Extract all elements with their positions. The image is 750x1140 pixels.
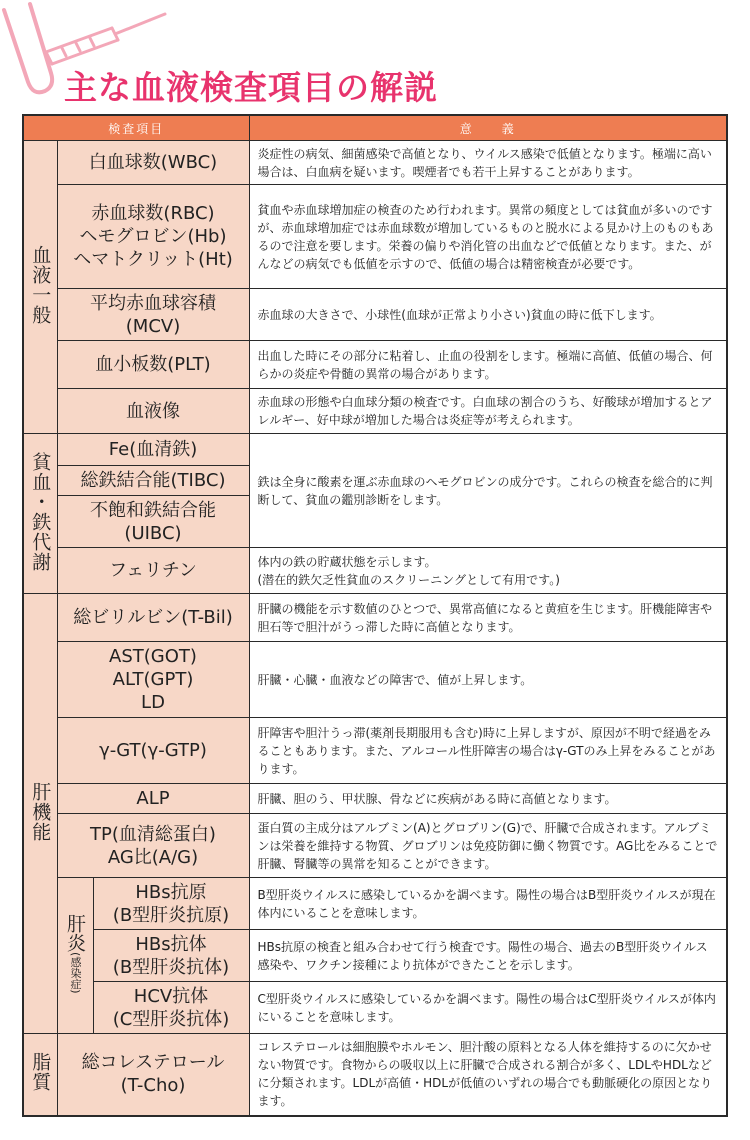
page-title: 主な血液検査項目の解説 — [64, 68, 438, 107]
header-item: 検査項目 — [23, 115, 249, 141]
test-tube-icon — [4, 4, 52, 92]
item-hbsab: HBs抗体 (B型肝炎抗体) — [93, 930, 249, 982]
desc-plt: 出血した時にその部分に粘着し、止血の役割をします。極端に高値、低値の場合、何らかの炎症や骨髄の異常の場合があります。 — [249, 341, 727, 389]
item-plt: 血小板数(PLT) — [57, 341, 249, 389]
item-fe: Fe(血清鉄) — [57, 434, 249, 466]
item-uibc: 不飽和鉄結合能 (UIBC) — [57, 496, 249, 548]
syringe-icon — [46, 14, 165, 64]
item-smear: 血液像 — [57, 389, 249, 434]
category-lipid: 脂質 — [23, 1034, 57, 1116]
desc-tbil: 肝臓の機能を示す数値のひとつで、異常高値になると黄疸を生じます。肝機能障害や胆石等で胆汁がうっ滞した時に高値となります。 — [249, 594, 727, 642]
item-ast: AST(GOT) ALT(GPT) LD — [57, 642, 249, 718]
item-wbc: 白血球数(WBC) — [57, 141, 249, 185]
table-row — [23, 389, 727, 434]
table-row — [23, 642, 727, 718]
hepatitis-label: 肝炎 — [64, 913, 86, 952]
item-alp: ALP — [57, 784, 249, 814]
desc-smear: 赤血球の形態や白血球分類の検査です。白血球の割合のうち、好酸球が増加するとアレルギー、好中球が増加した場合は炎症等が考えられます。 — [249, 389, 727, 434]
blood-test-table — [22, 114, 728, 1117]
table-row — [23, 878, 727, 930]
desc-rbc: 貧血や赤血球増加症の検査のため行われます。異常の頻度としては貧血が多いのですが、赤血球増加症では赤血球数が増加しているものと脱水による見かけ上のものもあるので注意を要します。栄養の偏りや消化管の出血などで低値となります。また、がんなどの病気でも低値を示すので、低値の場合は精密検査が必要です。 — [249, 185, 727, 289]
item-tp: TP(血清総蛋白) AG比(A/G) — [57, 814, 249, 878]
table-row — [23, 1034, 727, 1116]
item-mcv: 平均赤血球容積 (MCV) — [57, 289, 249, 341]
desc-tp: 蛋白質の主成分はアルブミン(A)とグロブリン(G)で、肝臓で合成されます。アルブミンは栄養を維持する物質、グロブリンは免疫防御に働く物質です。AG比をみることで肝臓、腎臓等の異常を知ることができます。 — [249, 814, 727, 878]
category-blood: 血液一般 — [23, 141, 57, 434]
item-ggt: γ-GT(γ-GTP) — [57, 718, 249, 784]
desc-ast: 肝臓・心臓・血液などの障害で、値が上昇します。 — [249, 642, 727, 718]
table-row — [23, 434, 727, 466]
category-liver: 肝機能 — [23, 594, 57, 1034]
desc-hbsag: B型肝炎ウイルスに感染しているかを調べます。陽性の場合はB型肝炎ウイルスが現在体内にいることを意味します。 — [249, 878, 727, 930]
desc-hcv: C型肝炎ウイルスに感染しているかを調べます。陽性の場合はC型肝炎ウイルスが体内にいることを意味します。 — [249, 982, 727, 1034]
desc-alp: 肝臓、胆のう、甲状腺、骨などに疾病がある時に高値となります。 — [249, 784, 727, 814]
table-row — [23, 548, 727, 594]
desc-mcv: 赤血球の大きさで、小球性(血球が正常より小さい)貧血の時に低下します。 — [249, 289, 727, 341]
desc-ggt: 肝障害や胆汁うっ滞(薬剤長期服用も含む)時に上昇しますが、原因が不明で経過をみることもあります。また、アルコール性肝障害の場合はγ-GTのみ上昇をみることがあります。 — [249, 718, 727, 784]
desc-iron: 鉄は全身に酸素を運ぶ赤血球のヘモグロビンの成分です。これらの検査を総合的に判断して、貧血の鑑別診断をします。 — [249, 434, 727, 548]
table-header — [23, 115, 727, 141]
subcategory-hepatitis — [57, 878, 93, 1034]
item-hbsag: HBs抗原 (B型肝炎抗原) — [93, 878, 249, 930]
table-row — [23, 982, 727, 1034]
table-row — [23, 185, 727, 289]
item-ferritin: フェリチン — [57, 548, 249, 594]
item-tcho: 総コレステロール (T-Cho) — [57, 1034, 249, 1116]
item-hcv: HCV抗体 (C型肝炎抗体) — [93, 982, 249, 1034]
header-meaning: 意 義 — [249, 115, 727, 141]
table-row — [23, 814, 727, 878]
desc-hbsab: HBs抗原の検査と組み合わせて行う検査です。陽性の場合、過去のB型肝炎ウイルス感染や、ワクチン接種により抗体ができたことを示します。 — [249, 930, 727, 982]
table-row — [23, 594, 727, 642]
table-row — [23, 141, 727, 185]
hepatitis-note: (感染症) — [69, 951, 82, 994]
desc-ferritin: 体内の鉄の貯蔵状態を示します。 (潜在的鉄欠乏性貧血のスクリーニングとして有用です。) — [249, 548, 727, 594]
item-rbc: 赤血球数(RBC) ヘモグロビン(Hb) ヘマトクリット(Ht) — [57, 185, 249, 289]
item-tbil: 総ビリルビン(T-Bil) — [57, 594, 249, 642]
item-tibc: 総鉄結合能(TIBC) — [57, 466, 249, 496]
desc-wbc: 炎症性の病気、細菌感染で高値となり、ウイルス感染で低値となります。極端に高い場合は、白血病を疑います。喫煙者でも若干上昇することがあります。 — [249, 141, 727, 185]
table-row — [23, 341, 727, 389]
desc-tcho: コレステロールは細胞膜やホルモン、胆汁酸の原料となる人体を維持するのに欠かせない物質です。食物からの吸収以上に肝臓で合成される割合が多く、LDLやHDLなどに分類されます。LDLが高値・HDLが低値のいずれの場合でも動脈硬化の原因となります。 — [249, 1034, 727, 1116]
table-row — [23, 289, 727, 341]
table-row — [23, 784, 727, 814]
table-row — [23, 930, 727, 982]
table-row — [23, 718, 727, 784]
category-anemia: 貧血・鉄代謝 — [23, 434, 57, 594]
